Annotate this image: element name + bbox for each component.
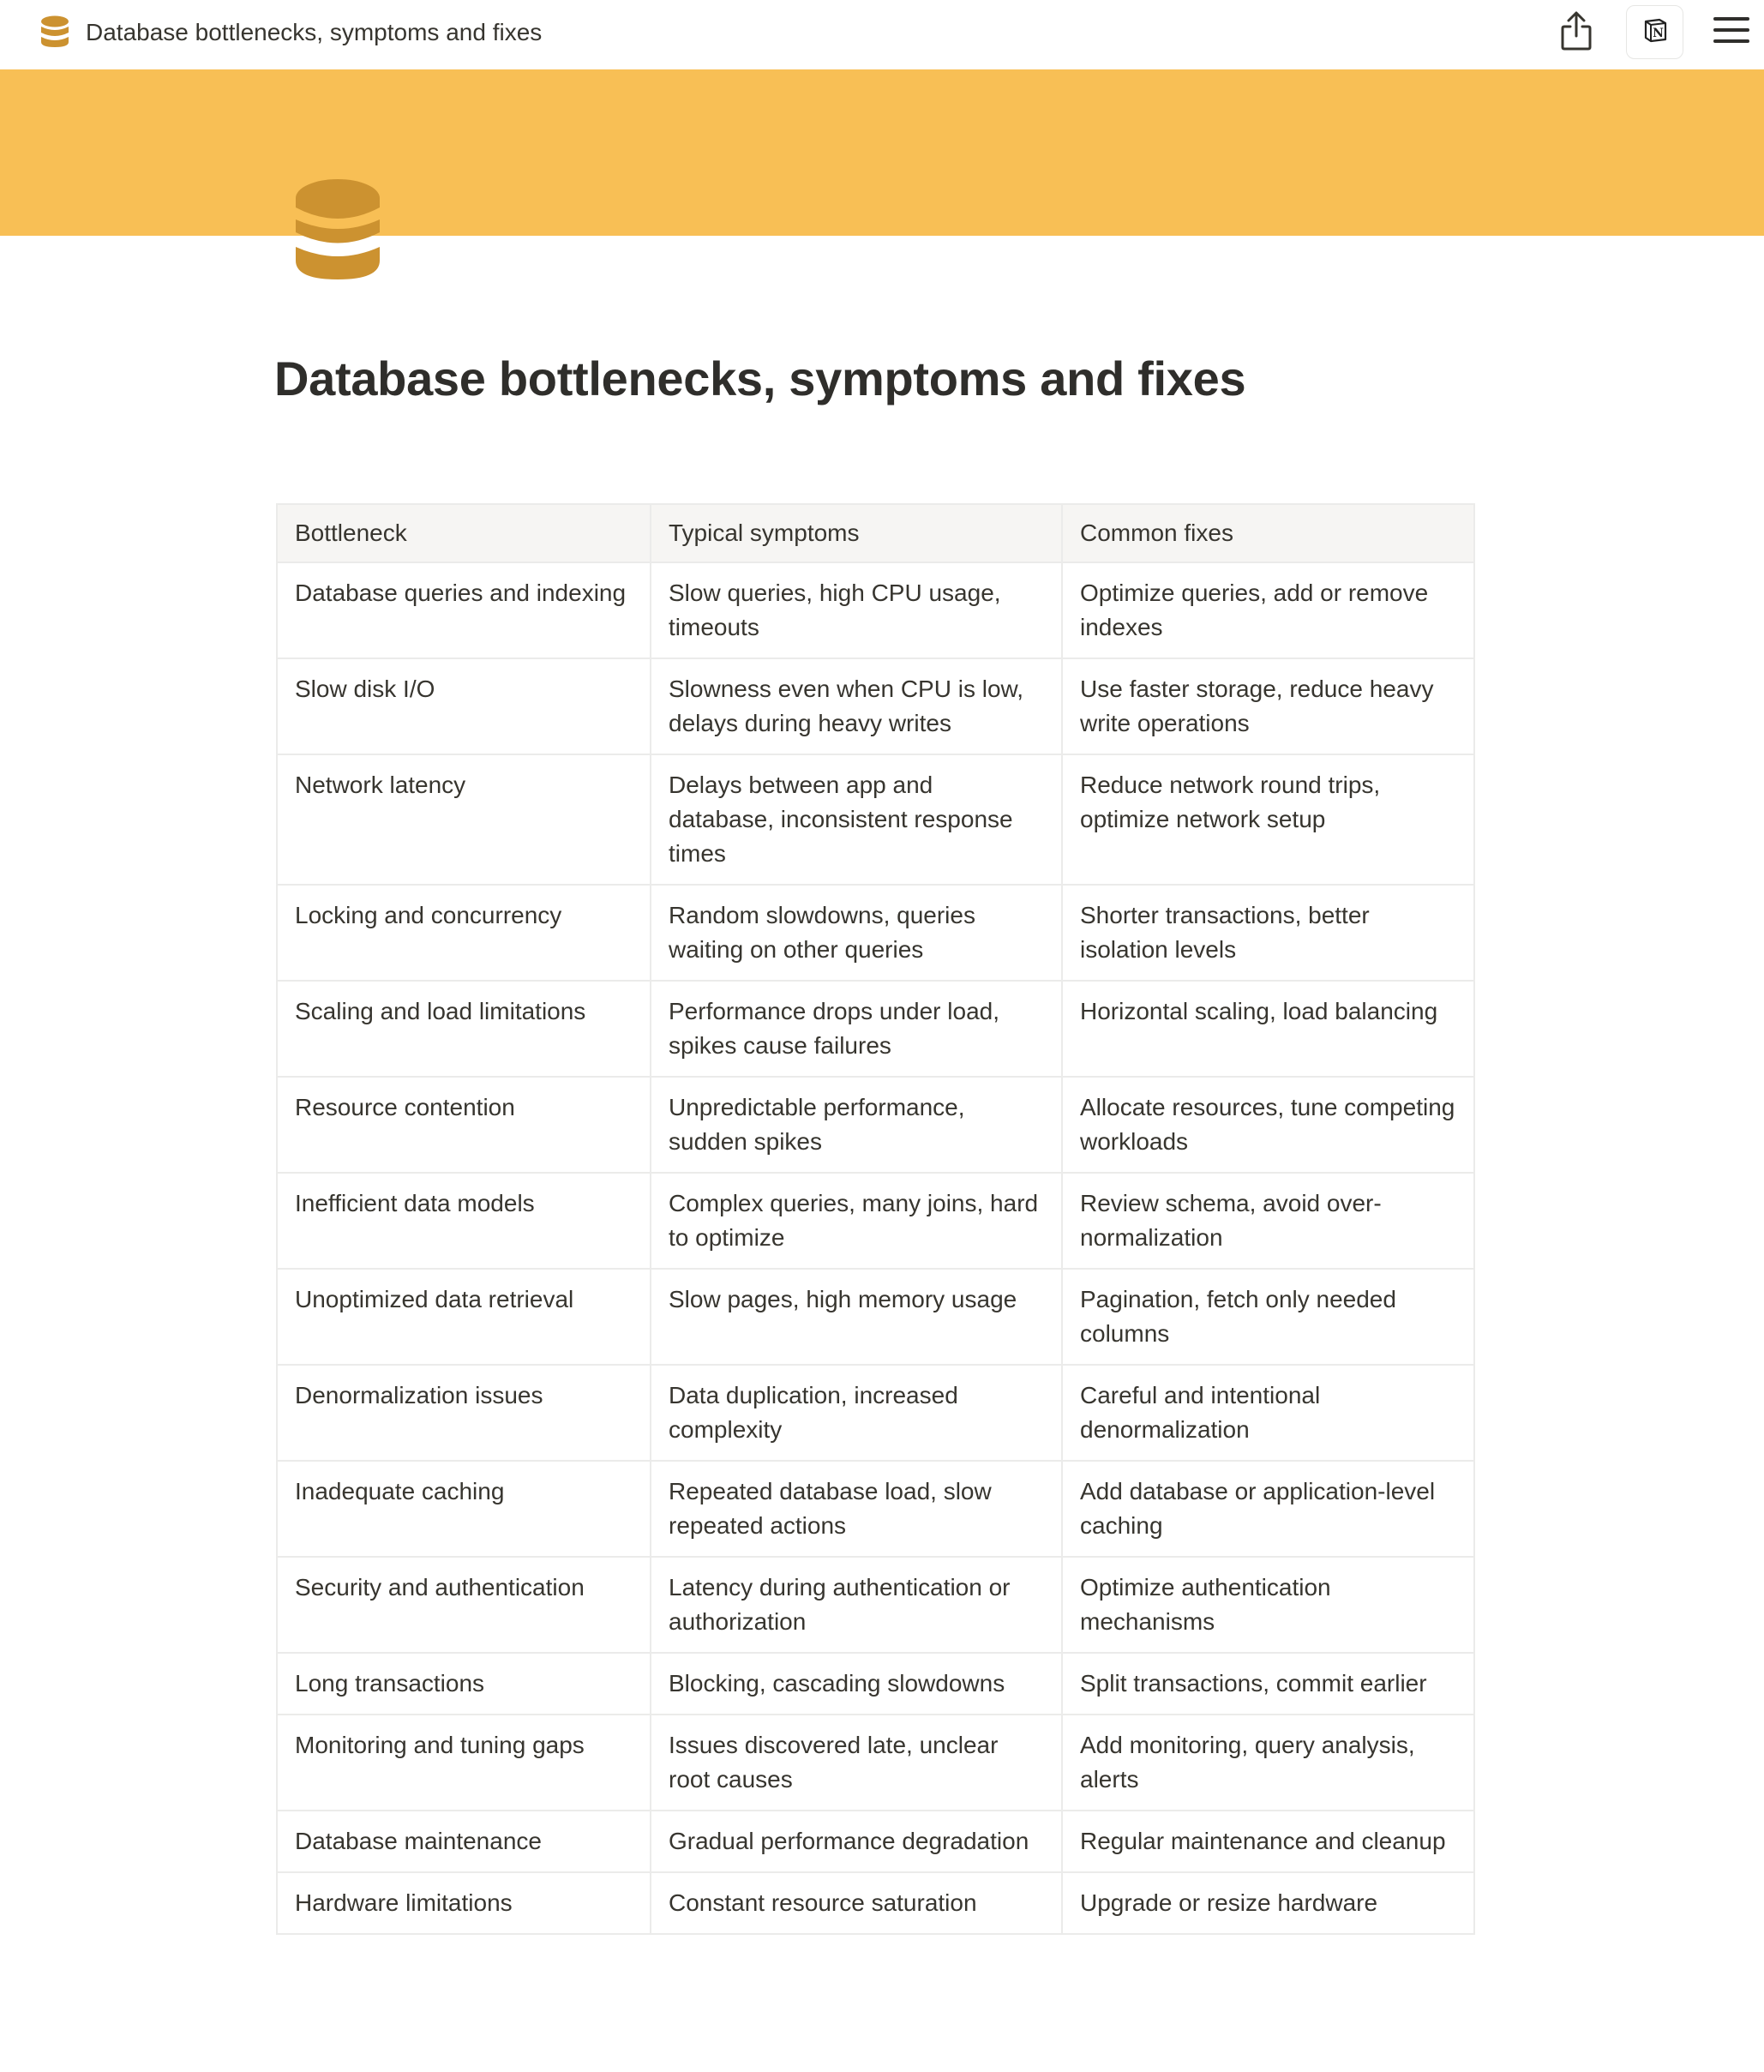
table-row (277, 885, 1474, 981)
cell-symptoms[interactable]: Delays between app and database, inconsistent response times (651, 754, 1062, 885)
table-row (277, 1269, 1474, 1365)
table-row (277, 658, 1474, 754)
cell-bottleneck[interactable]: Database maintenance (277, 1811, 651, 1872)
cell-bottleneck[interactable]: Monitoring and tuning gaps (277, 1715, 651, 1811)
table-header-row (277, 504, 1474, 562)
cell-symptoms[interactable]: Unpredictable performance, sudden spikes (651, 1077, 1062, 1173)
share-button[interactable] (1557, 9, 1596, 57)
cell-bottleneck[interactable]: Locking and concurrency (277, 885, 651, 981)
cell-symptoms[interactable]: Slowness even when CPU is low, delays during heavy writes (651, 658, 1062, 754)
cell-fixes[interactable]: Reduce network round trips, optimize network setup (1062, 754, 1474, 885)
cell-symptoms[interactable]: Performance drops under load, spikes cause failures (651, 981, 1062, 1077)
table-row (277, 1811, 1474, 1872)
cell-symptoms[interactable]: Data duplication, increased complexity (651, 1365, 1062, 1461)
cell-fixes[interactable]: Add monitoring, query analysis, alerts (1062, 1715, 1474, 1811)
cell-fixes[interactable]: Upgrade or resize hardware (1062, 1872, 1474, 1934)
cell-fixes[interactable]: Regular maintenance and cleanup (1062, 1811, 1474, 1872)
table-row (277, 1715, 1474, 1811)
cell-symptoms[interactable]: Latency during authentication or authorization (651, 1557, 1062, 1653)
database-icon (40, 15, 69, 48)
cell-bottleneck[interactable]: Long transactions (277, 1653, 651, 1715)
cell-symptoms[interactable]: Complex queries, many joins, hard to optimize (651, 1173, 1062, 1269)
cell-fixes[interactable]: Split transactions, commit earlier (1062, 1653, 1474, 1715)
cell-symptoms[interactable]: Issues discovered late, unclear root causes (651, 1715, 1062, 1811)
database-icon[interactable] (295, 178, 381, 283)
page-cover[interactable] (0, 69, 1764, 236)
cell-fixes[interactable]: Review schema, avoid over-normalization (1062, 1173, 1474, 1269)
menu-button[interactable] (1710, 10, 1753, 53)
cell-bottleneck[interactable]: Slow disk I/O (277, 658, 651, 754)
table-row (277, 1461, 1474, 1557)
table-row (277, 981, 1474, 1077)
cell-bottleneck[interactable]: Security and authentication (277, 1557, 651, 1653)
cell-bottleneck[interactable]: Inadequate caching (277, 1461, 651, 1557)
cell-symptoms[interactable]: Blocking, cascading slowdowns (651, 1653, 1062, 1715)
column-header-bottleneck[interactable]: Bottleneck (277, 504, 651, 562)
table-row (277, 1365, 1474, 1461)
cell-bottleneck[interactable]: Scaling and load limitations (277, 981, 651, 1077)
table-row (277, 754, 1474, 885)
cell-symptoms[interactable]: Random slowdowns, queries waiting on other queries (651, 885, 1062, 981)
cell-bottleneck[interactable]: Resource contention (277, 1077, 651, 1173)
cell-bottleneck[interactable]: Unoptimized data retrieval (277, 1269, 651, 1365)
cell-bottleneck[interactable]: Denormalization issues (277, 1365, 651, 1461)
cell-symptoms[interactable]: Slow pages, high memory usage (651, 1269, 1062, 1365)
cell-fixes[interactable]: Careful and intentional denormalization (1062, 1365, 1474, 1461)
cell-fixes[interactable]: Horizontal scaling, load balancing (1062, 981, 1474, 1077)
cell-symptoms[interactable]: Repeated database load, slow repeated actions (651, 1461, 1062, 1557)
column-header-typical-symptoms[interactable]: Typical symptoms (651, 504, 1062, 562)
cell-fixes[interactable]: Optimize queries, add or remove indexes (1062, 562, 1474, 658)
cell-symptoms[interactable]: Slow queries, high CPU usage, timeouts (651, 562, 1062, 658)
table-row (277, 1653, 1474, 1715)
cell-bottleneck[interactable]: Hardware limitations (277, 1872, 651, 1934)
bottlenecks-table (276, 503, 1473, 1935)
cell-bottleneck[interactable]: Database queries and indexing (277, 562, 651, 658)
share-icon (1560, 10, 1593, 56)
notion-logo-icon (1642, 17, 1668, 47)
table-row (277, 1173, 1474, 1269)
cell-fixes[interactable]: Use faster storage, reduce heavy write operations (1062, 658, 1474, 754)
table-row (277, 1872, 1474, 1934)
open-in-notion-button[interactable] (1626, 5, 1683, 59)
cell-bottleneck[interactable]: Network latency (277, 754, 651, 885)
svg-text:N: N (1652, 27, 1664, 40)
cell-fixes[interactable]: Add database or application-level caching (1062, 1461, 1474, 1557)
breadcrumb-page-title[interactable]: Database bottlenecks, symptoms and fixes (86, 19, 543, 45)
table-row (277, 562, 1474, 658)
hamburger-menu-icon (1713, 15, 1750, 49)
cell-bottleneck[interactable]: Inefficient data models (277, 1173, 651, 1269)
cell-fixes[interactable]: Allocate resources, tune competing workloads (1062, 1077, 1474, 1173)
cell-fixes[interactable]: Optimize authentication mechanisms (1062, 1557, 1474, 1653)
top-bar (0, 0, 1764, 69)
cell-fixes[interactable]: Pagination, fetch only needed columns (1062, 1269, 1474, 1365)
cell-symptoms[interactable]: Constant resource saturation (651, 1872, 1062, 1934)
column-header-common-fixes[interactable]: Common fixes (1062, 504, 1474, 562)
page-title[interactable]: Database bottlenecks, symptoms and fixes (274, 351, 1246, 405)
cell-symptoms[interactable]: Gradual performance degradation (651, 1811, 1062, 1872)
table-row (277, 1557, 1474, 1653)
table-row (277, 1077, 1474, 1173)
cell-fixes[interactable]: Shorter transactions, better isolation levels (1062, 885, 1474, 981)
